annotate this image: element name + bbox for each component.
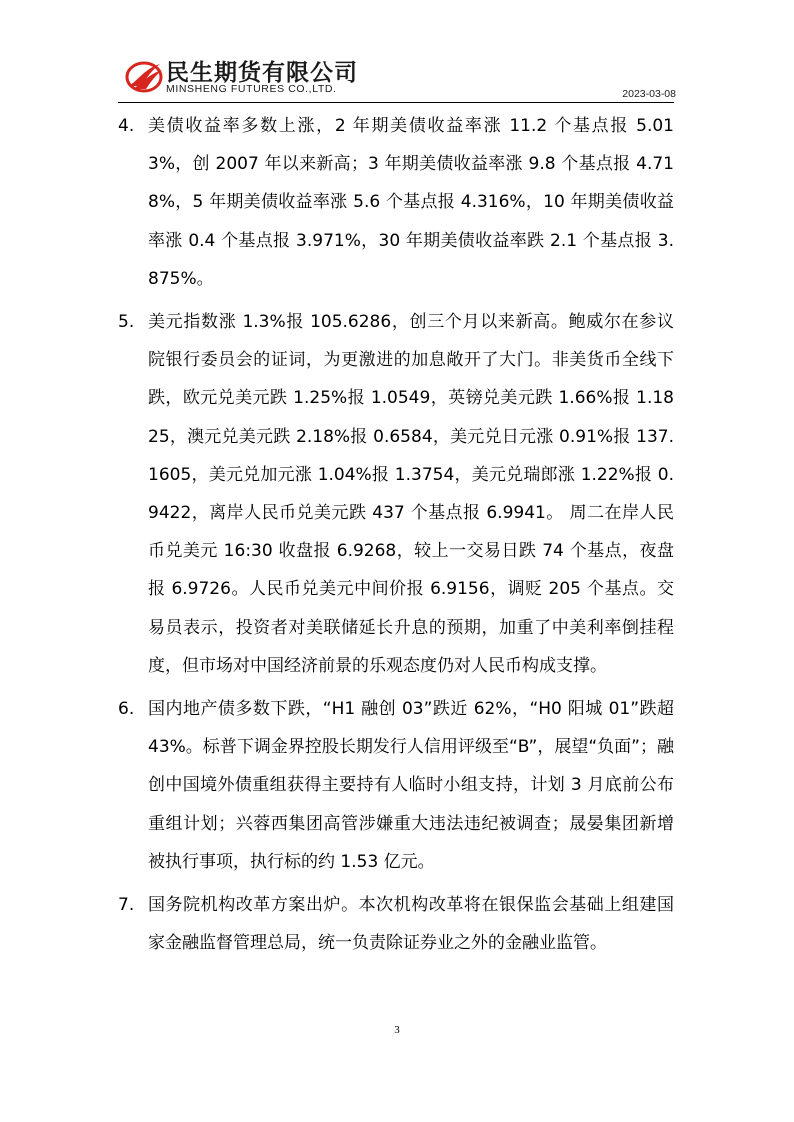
list-item-number: 6. xyxy=(118,699,135,720)
report-date: 2023-03-08 xyxy=(622,88,676,100)
list-item-number: 7. xyxy=(118,895,135,916)
header-divider xyxy=(118,102,674,103)
main-content xyxy=(0,107,794,962)
list-item-text: 国务院机构改革方案出炉。本次机构改革将在银保监会基础上组建国家金融监督管理总局，统一负责除证券业之外的金融业监管。 xyxy=(148,895,674,954)
list-item-number: 5. xyxy=(118,312,135,333)
list-item-text: 美债收益率多数上涨，2 年期美债收益率涨 11.2 个基点报 5.013%，创 2007 年以来新高；3 年期美债收益率涨 9.8 个基点报 4.718%，5 年期美债收益率涨 5.6 个基点报 4.316%，10 年期美债收益率涨 0.4 个基点报 3.971%，30 年期美债收益率跌 2.1 个基点报 3.875%。 xyxy=(148,116,674,289)
list-item xyxy=(0,303,794,685)
list-item-number: 4. xyxy=(118,116,135,136)
company-name-en: MINSHENG FUTURES CO.,LTD. xyxy=(166,83,337,95)
list-item xyxy=(0,107,794,298)
minsheng-logo-icon xyxy=(124,56,164,96)
list-item-text: 美元指数涨 1.3%报 105.6286，创三个月以来新高。鲍威尔在参议院银行委员会的证词，为更激进的加息敞开了大门。非美货币全线下跌，欧元兑美元跌 1.25%报 1.0549，英镑兑美元跌 1.66%报 1.1825，澳元兑美元跌 2.18%报 0.6584，美元兑日元涨 0.91%报 137.1605，美元兑加元涨 1.04%报 1.3754，美元兑瑞郎涨 1.22%报 0.9422，离岸人民币兑美元跌 437 个基点报 6.9941。 周二在岸人民币兑美元 16:30 收盘报 6.9268，较上一交易日跌 74 个基点，夜盘报 6.9726。人民币兑美元中间价报 6.9156，调贬 205 个基点。交易员表示，投资者对美联储延长升息的预期，加重了中美利率倒挂程度，但市场对中国经济前景的乐观态度仍对人民币构成支撑。 xyxy=(148,312,674,676)
list-item-text: 国内地产债多数下跌，“H1 融创 03”跌近 62%，“H0 阳城 01”跌超 43%。标普下调金界控股长期发行人信用评级至“B”，展望“负面”；融创中国境外债重组获得主要持有人临时小组支持，计划 3 月底前公布重组计划；兴蓉西集团高管涉嫌重大违法违纪被调查；晟晏集团新增被执行事项，执行标的约 1.53 亿元。 xyxy=(148,699,674,872)
page-number: 3 xyxy=(394,1024,400,1036)
page-header xyxy=(0,0,794,110)
list-item xyxy=(0,886,794,962)
list-item xyxy=(0,690,794,881)
company-name-cn: 民生期货有限公司 xyxy=(166,60,358,86)
